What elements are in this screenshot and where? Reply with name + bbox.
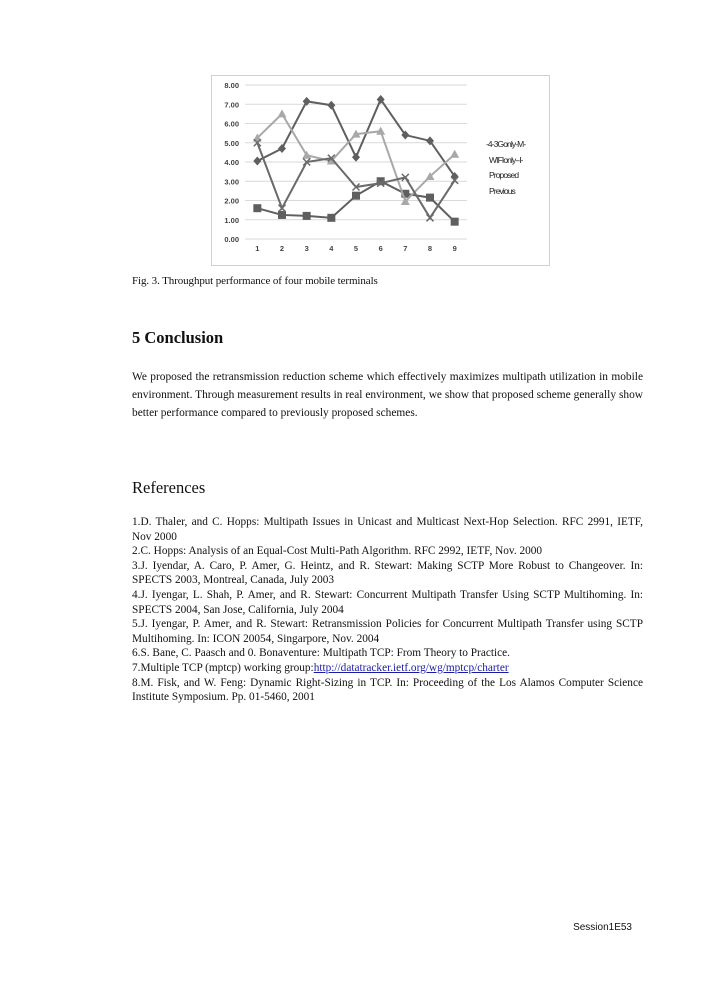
y-tick-label: 7.00 <box>224 100 239 110</box>
y-tick-label: 5.00 <box>224 138 239 148</box>
legend-entry: Previous <box>489 186 515 196</box>
mptcp-charter-link[interactable]: http://datatracker.ietf.org/wg/mptcp/charter <box>313 661 509 674</box>
reference-item-prefix: 7.Multiple TCP (mptcp) working group: <box>132 661 314 674</box>
page-footer: Session1E53 <box>573 922 632 933</box>
y-tick-label: 0.00 <box>224 235 239 244</box>
data-point-square <box>303 212 311 220</box>
x-tick-label: 6 <box>378 244 383 253</box>
reference-item: 5.J. Iyengar, P. Amer, and R. Stewart: Retransmission Policies for Concurrent Multipath Transfer using SCTP Multihoming. In: ICON 20054, Singarpore, Nov. 2004 <box>132 618 643 645</box>
x-tick-label: 8 <box>427 244 433 253</box>
x-tick-label: 3 <box>304 244 309 253</box>
reference-item: 6.S. Bane, C. Paasch and 0. Bonaventure: Multipath TCP: From Theory to Practice. <box>132 647 510 660</box>
reference-item: 8.M. Fisk, and W. Feng: Dynamic Right-Sizing in TCP. In: Proceeding of the Los Alamos Computer Science Institute Symposium. Pp. 01-5460, 2001 <box>132 676 643 704</box>
x-tick-label: 4 <box>329 244 334 253</box>
figure-caption: Fig. 3. Throughput performance of four mobile terminals <box>132 275 378 287</box>
x-tick-label: 9 <box>452 244 457 253</box>
data-point-square <box>253 204 261 212</box>
y-tick-label: 1.00 <box>224 215 239 225</box>
data-point-square <box>278 211 286 219</box>
y-tick-label: 3.00 <box>224 177 239 187</box>
legend-entry: Proposed <box>489 170 519 180</box>
reference-item: 3.J. Iyendar, A. Caro, P. Amer, G. Heintz, and R. Stewart: Making SCTP More Robust to Changeover. In: SPECTS 2003, Montreal, Canada, July 2003 <box>132 559 643 587</box>
reference-item <box>132 661 643 676</box>
legend-entry: WIFIonly--I- <box>489 155 523 165</box>
data-point-square <box>451 218 459 226</box>
references-heading: References <box>132 478 206 497</box>
data-point-square <box>426 194 434 202</box>
throughput-chart <box>211 75 550 266</box>
conclusion-heading: 5 Conclusion <box>132 328 224 347</box>
conclusion-paragraph: We proposed the retransmission reduction scheme which effectively maximizes multipath utilization in mobile environment. Through measurement results in real environment, we show that proposed scheme generally show better performance compared to previously proposed schemes. <box>132 371 643 419</box>
y-tick-label: 4.00 <box>224 158 239 167</box>
x-tick-label: 5 <box>353 244 359 253</box>
throughput-chart-svg <box>211 75 550 266</box>
data-point-square <box>352 192 360 200</box>
x-tick-label: 2 <box>279 244 285 253</box>
x-tick-label: 7 <box>403 244 408 253</box>
y-tick-label: 2.00 <box>224 196 239 206</box>
data-point-square <box>327 214 335 222</box>
y-tick-label: 6.00 <box>224 119 239 129</box>
y-tick-label: 8.00 <box>224 81 239 90</box>
x-tick-label: 1 <box>255 244 260 253</box>
references-list <box>132 515 643 705</box>
legend-entry: -4-3Gonly-M- <box>486 139 526 149</box>
reference-item: 2.C. Hopps: Analysis of an Equal-Cost Multi-Path Algorithm. RFC 2992, IETF, Nov. 2000 <box>132 545 543 558</box>
reference-item: 4.J. Iyengar, L. Shah, P. Amer, and R. Stewart: Concurrent Multipath Transfer Using SCTP Multihoming. In: SPECTS 2004, San Jose, California, July 2004 <box>132 588 643 616</box>
reference-item: 1.D. Thaler, and C. Hopps: Multipath Issues in Unicast and Multicast Next-Hop Selection. RFC 2991, IETF, Nov 2000 <box>132 516 643 543</box>
